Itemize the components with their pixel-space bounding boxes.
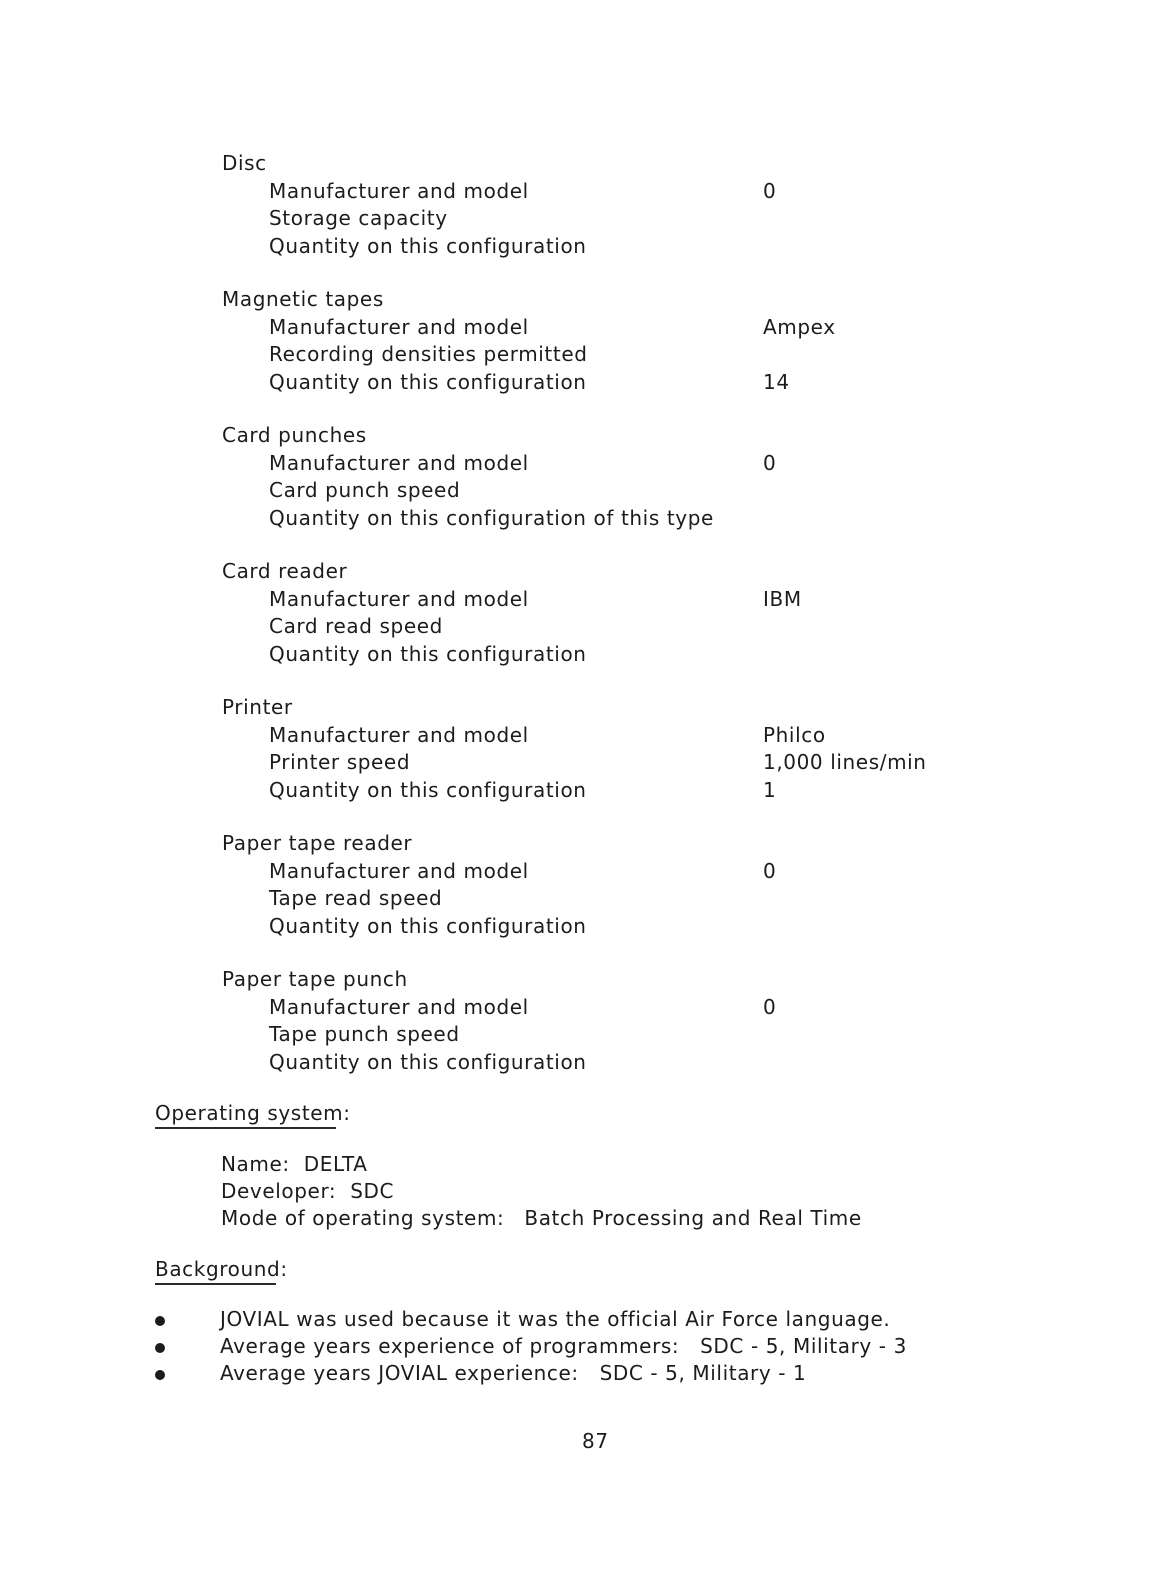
equipment-group-title: Paper tape reader: [222, 831, 413, 855]
background-heading: Background:: [155, 1256, 276, 1285]
equipment-row-label: Storage capacity: [269, 206, 448, 230]
equipment-row-label: Tape punch speed: [269, 1022, 460, 1046]
equipment-row: [222, 505, 1122, 533]
os-developer-label: Developer:: [221, 1179, 337, 1203]
equipment-row-value: 0: [763, 178, 777, 203]
bullet-icon: [155, 1370, 165, 1380]
equipment-row-value: 1,000 lines/min: [763, 750, 927, 774]
equipment-row: [222, 613, 1122, 641]
equipment-row: [222, 1049, 1122, 1077]
equipment-row: [222, 341, 1122, 369]
equipment-row: [222, 477, 1122, 505]
bullet-icon: [155, 1316, 165, 1326]
os-developer-line: [221, 1178, 862, 1205]
background-item-text: Average years experience of programmers: SDC - 5, Military - 3: [220, 1334, 907, 1358]
equipment-row: [222, 641, 1122, 669]
equipment-group: [222, 286, 1122, 396]
equipment-group: [222, 966, 1122, 1076]
equipment-group: [222, 150, 1122, 260]
equipment-row-value: 0: [763, 858, 777, 883]
equipment-group-title: Printer: [222, 695, 293, 719]
equipment-group: [222, 558, 1122, 668]
equipment-row: [222, 777, 1122, 805]
equipment-row-label: Quantity on this configuration: [269, 777, 587, 802]
os-mode-line: [221, 1205, 862, 1232]
os-name-label: Name:: [221, 1152, 290, 1176]
equipment-row-label: Tape read speed: [269, 886, 443, 910]
equipment-row: [222, 1021, 1122, 1049]
equipment-list: [222, 150, 1122, 1102]
equipment-row-label: Quantity on this configuration: [269, 913, 587, 938]
equipment-row-label: Manufacturer and model: [269, 586, 529, 611]
os-mode-label: Mode of operating system:: [221, 1206, 505, 1230]
equipment-group-title: Card reader: [222, 559, 348, 583]
equipment-row-value: Philco: [763, 722, 826, 747]
background-item-text: JOVIAL was used because it was the official Air Force language.: [220, 1307, 891, 1331]
equipment-row-label: Quantity on this configuration of this type: [269, 505, 714, 530]
page-number: 87: [582, 1429, 609, 1453]
equipment-row-label: Manufacturer and model: [269, 178, 529, 203]
equipment-group: [222, 694, 1122, 804]
equipment-row: [222, 205, 1122, 233]
equipment-group-title: Magnetic tapes: [222, 287, 384, 311]
background-item-text: Average years JOVIAL experience: SDC - 5, Military - 1: [220, 1361, 807, 1385]
equipment-row-label: Manufacturer and model: [269, 858, 529, 883]
os-mode-value: Batch Processing and Real Time: [524, 1206, 862, 1230]
equipment-row-value: 1: [763, 777, 777, 802]
os-name-line: [221, 1151, 862, 1178]
equipment-row-label: Quantity on this configuration: [269, 369, 587, 394]
equipment-group-title: Disc: [222, 151, 267, 175]
operating-system-heading: Operating system:: [155, 1100, 336, 1129]
equipment-row-label: Quantity on this configuration: [269, 641, 587, 666]
equipment-row-label: Manufacturer and model: [269, 722, 529, 747]
equipment-row: [222, 178, 1122, 206]
equipment-row-value: IBM: [763, 586, 802, 611]
equipment-row-label: Quantity on this configuration: [269, 1049, 587, 1074]
equipment-row: [222, 233, 1122, 261]
equipment-row: [222, 314, 1122, 342]
equipment-row-label: Printer speed: [269, 750, 411, 774]
equipment-row: [222, 369, 1122, 397]
equipment-row-label: Recording densities permitted: [269, 342, 588, 366]
equipment-group: [222, 422, 1122, 532]
equipment-row: [222, 994, 1122, 1022]
equipment-row-value: 0: [763, 994, 777, 1019]
operating-system-details: [221, 1151, 862, 1232]
equipment-row-label: Manufacturer and model: [269, 450, 529, 475]
equipment-row-label: Manufacturer and model: [269, 994, 529, 1019]
os-developer-value: SDC: [350, 1179, 395, 1203]
equipment-row: [222, 586, 1122, 614]
equipment-row: [222, 450, 1122, 478]
equipment-row: [222, 749, 1122, 777]
bullet-icon: [155, 1343, 165, 1353]
equipment-group-title: Paper tape punch: [222, 967, 408, 991]
equipment-group: [222, 830, 1122, 940]
equipment-row-value: 14: [763, 369, 790, 394]
equipment-row: [222, 858, 1122, 886]
equipment-row-value: Ampex: [763, 314, 836, 339]
equipment-row-label: Quantity on this configuration: [269, 233, 587, 258]
equipment-group-title: Card punches: [222, 423, 367, 447]
equipment-row: [222, 885, 1122, 913]
equipment-row-label: Card punch speed: [269, 478, 461, 502]
equipment-row-label: Manufacturer and model: [269, 314, 529, 339]
os-name-value: DELTA: [303, 1152, 368, 1176]
equipment-row-label: Card read speed: [269, 614, 443, 638]
equipment-row-value: 0: [763, 450, 777, 475]
equipment-row: [222, 722, 1122, 750]
equipment-row: [222, 913, 1122, 941]
